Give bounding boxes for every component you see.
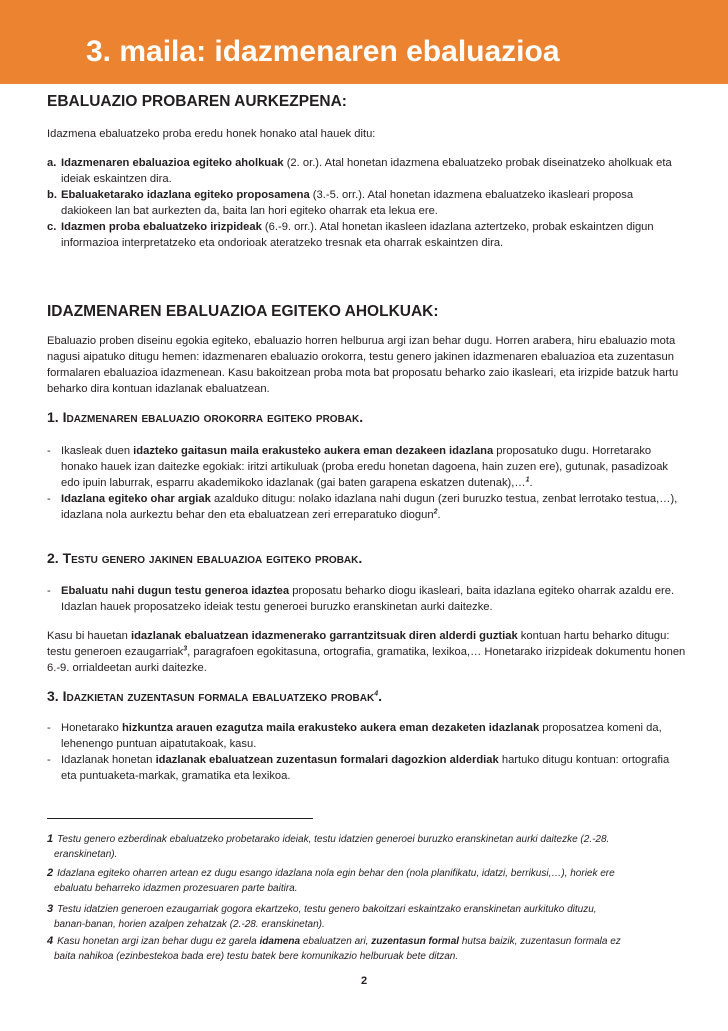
footnote-ref: 3: [183, 645, 188, 653]
subsection-3-list: [47, 720, 687, 784]
page-number: 2: [360, 975, 368, 987]
list-marker: -: [47, 754, 51, 766]
emphasis: idazlanak ebaluatzean zuzentasun formalari dagozkion alderdiak: [155, 754, 499, 766]
footnote-ref: 2: [433, 508, 438, 516]
list-item: [47, 491, 687, 523]
subsection-title: Idazmenaren ebaluazio orokorra egiteko probak: [62, 409, 360, 425]
subsection-2-paragraph: [47, 628, 687, 676]
text-run: proposatzea komeni da, lehenengo puntuan aipatutakoak, kasu.: [61, 722, 662, 750]
list-item: [47, 583, 687, 615]
footnote-ref: 1: [525, 476, 530, 484]
list-item: [47, 219, 687, 251]
footnote-text: ebaluatu beharreko idazmen prozesuaren parte baitira.: [54, 883, 298, 894]
section-heading-presentation: EBALUAZIO PROBAREN AURKEZPENA:: [47, 93, 347, 110]
text-run: azalduko ditugu: nolako idazlana nahi dugun (zeri buruzko testua, zenbat lerrotako testua,…), idazlana nola aurkeztu behar den eta ebaluatzean zeri erreparatuko diogun: [61, 493, 678, 521]
list-item-text: [61, 583, 687, 615]
section-heading-advice: IDAZMENAREN EBALUAZIOA EGITEKO AHOLKUAK:: [47, 303, 439, 320]
footnote-2: [47, 866, 687, 896]
footnote-text: banan-banan, horien azalpen zehatzak (2.-28. eranskinetan).: [54, 919, 325, 930]
subsection-number: 1.: [47, 409, 59, 425]
list-item: [47, 720, 687, 752]
section-intro: Idazmena ebaluatzeko proba eredu honek honako atal hauek ditu:: [47, 128, 376, 140]
subsection-title: Idazkietan zuzentasun formala ebaluatzeko probak: [62, 688, 375, 704]
list-item-text: [61, 752, 687, 784]
text-run: Kasu bi hauetan: [47, 630, 131, 642]
item-description: (2. or.). Atal honetan idazmena ebaluatzeko probak diseinatzeko aholkuak eta ideiak eskaintzen dira.: [61, 157, 672, 185]
list-marker: -: [47, 445, 51, 457]
page-title: 3. maila: idazmenaren ebaluazioa: [86, 35, 560, 68]
item-title: Ebaluaketarako idazlana egiteko proposamena: [61, 189, 310, 201]
footnote-text: ebaluatzen ari,: [300, 936, 372, 947]
text-run: hartuko ditugu kontuan: ortografia eta puntuaketa-markak, gramatika eta lexikoa.: [61, 754, 670, 782]
punctuation: .: [358, 550, 363, 566]
footnote-number: 4: [47, 935, 54, 947]
list-item-text: [61, 491, 687, 523]
emphasis: hizkuntza arauen ezagutza maila erakusteko aukera eman dezaketen idazlanak: [121, 722, 540, 734]
footnote-text: baita nahikoa (ezinbestekoa bada ere) testu batek bere komunikazio helburuak bete ditzan.: [54, 951, 459, 962]
emphasis: Ebaluatu nahi dugun testu generoa idaztea: [61, 585, 290, 597]
footnote-number: 2: [47, 867, 54, 879]
text-run: , paragrafoen egokitasuna, ortografia, gramatika, lexikoa,… Honetarako irizpideak dokumentu honen 6.-9. orrialdeetan aurki daitezke.: [47, 646, 686, 674]
list-item-text: [61, 720, 687, 752]
footnote-number: 3: [47, 903, 54, 915]
footnote-number: 1: [47, 833, 54, 845]
list-item-text: [61, 187, 687, 219]
list-marker: -: [47, 585, 51, 597]
list-marker: -: [47, 722, 51, 734]
list-item-text: [61, 155, 687, 187]
emphasis: Idazlana egiteko ohar argiak: [61, 493, 211, 505]
item-title: Idazmen proba ebaluatzeko irizpideak: [61, 221, 262, 233]
list-marker: c.: [47, 221, 57, 233]
punctuation: .: [359, 409, 364, 425]
footnote-text: Idazlana egiteko oharren artean ez dugu esango idazlana nola egin behar den (nola planifikatu, idatzi, berrikusi,…), horiek ere: [57, 868, 615, 879]
list-marker: -: [47, 493, 51, 505]
item-description: (3.-5. orr.). Atal honetan idazmena ebaluatzeko ikasleari proposa dakiokeen lan bat aurkezten da, baita lan hori egiteko oharrak eta lekua ere.: [61, 189, 634, 217]
list-marker: a.: [47, 157, 57, 169]
emphasis: idazlanak ebaluatzean idazmenerako garrantzitsuak diren alderdi guztiak: [130, 630, 518, 642]
text-run: kontuan hartu beharko ditugu: testu generoen ezaugarriak: [47, 630, 670, 658]
text-run: proposatu beharko diogu ikasleari, baita idazlana egiteko oharrak azaldu ere. Idazlan hauek proposatzeko ideiak testu generoei buruzko eranskinetan aurki daitezke.: [61, 585, 675, 613]
text-run: Ikasleak duen: [61, 445, 134, 457]
footnote-text: hutsa baizik, zuzentasun formala ez: [459, 936, 621, 947]
footnote-ref: 4: [374, 690, 379, 698]
presentation-list: [47, 155, 687, 251]
list-item-text: [61, 443, 687, 491]
text-run: Honetarako: [61, 722, 122, 734]
punctuation: .: [529, 477, 533, 489]
list-item-text: [61, 219, 687, 251]
footnote-3: [47, 902, 687, 932]
footnote-text: Testu idatzien generoen ezaugarriak gogora ekartzeko, testu genero bakoitzari eskaintzako eranskinetan aurkituko dituzu,: [57, 904, 597, 915]
item-description: (6.-9. orr.). Atal honetan ikasleen idazlana aztertzeko, probak eskaintzen digun informazioa interpretatzeko eta ondorioak ateratzeko tresnak eta oharrak eskaintzen dira.: [61, 221, 654, 249]
footnote-4: [47, 934, 687, 964]
subsection-2-list: [47, 583, 687, 615]
footnote-text: Testu genero ezberdinak ebaluatzeko probetarako ideiak, testu idatzien generoei buruzko eranskinetan aurki daitezke (2.-28.: [57, 834, 610, 845]
subsection-title: Testu genero jakinen ebaluazioa egiteko probak: [62, 550, 359, 566]
list-marker: b.: [47, 189, 57, 201]
punctuation: .: [378, 688, 383, 704]
emphasis: idamena: [259, 936, 301, 947]
list-item: [47, 443, 687, 491]
text-run: Idazlanak honetan: [61, 754, 156, 766]
footnote-text: eranskinetan).: [54, 849, 118, 860]
text-run: proposatuko dugu. Horretarako honako hauek izan daitezke egokiak: iritzi artikuluak (proba eredu honetan dagoena, hain zuzen ere), gutunak, pasadizoak edo ipuin laburrak, esparru akademikoko idazlanak (gai baten garapena eskatzen dutenak),…: [61, 445, 669, 489]
subsection-heading-2: [47, 550, 362, 567]
subsection-number: 3.: [47, 688, 59, 704]
list-item: [47, 752, 687, 784]
subsection-1-list: [47, 443, 687, 523]
item-title: Idazmenaren ebaluazioa egiteko aholkuak: [61, 157, 284, 169]
footnote-text: Kasu honetan argi izan behar dugu ez garela: [57, 936, 260, 947]
emphasis: zuzentasun formal: [371, 936, 460, 947]
list-item: [47, 155, 687, 187]
subsection-number: 2.: [47, 550, 59, 566]
emphasis: idazteko gaitasun maila erakusteko aukera eman dezakeen idazlana: [133, 445, 494, 457]
section-intro: Ebaluazio proben diseinu egokia egiteko, ebaluazio horren helburua argi izan behar dugu. Horren arabera, hiru ebaluazio mota nagusi aipatuko ditugu hemen: idazmenaren ebaluazio orokorra, testu genero jakinen idazmenaren ebaluazioa eta zuzentasun formalaren ebaluazioa idazmenean. Kasu bakoitzean proba mota bat proposatu beharko zaio ikasleari, eta irizpide batzuk hartu beharko dira kontuan idazlanak ebaluatzean.: [47, 335, 679, 395]
footnote-1: [47, 832, 687, 862]
footnote-divider: [47, 818, 313, 819]
subsection-heading-1: [47, 409, 363, 426]
subsection-heading-3: [47, 688, 382, 705]
punctuation: .: [437, 509, 441, 521]
list-item: [47, 187, 687, 219]
